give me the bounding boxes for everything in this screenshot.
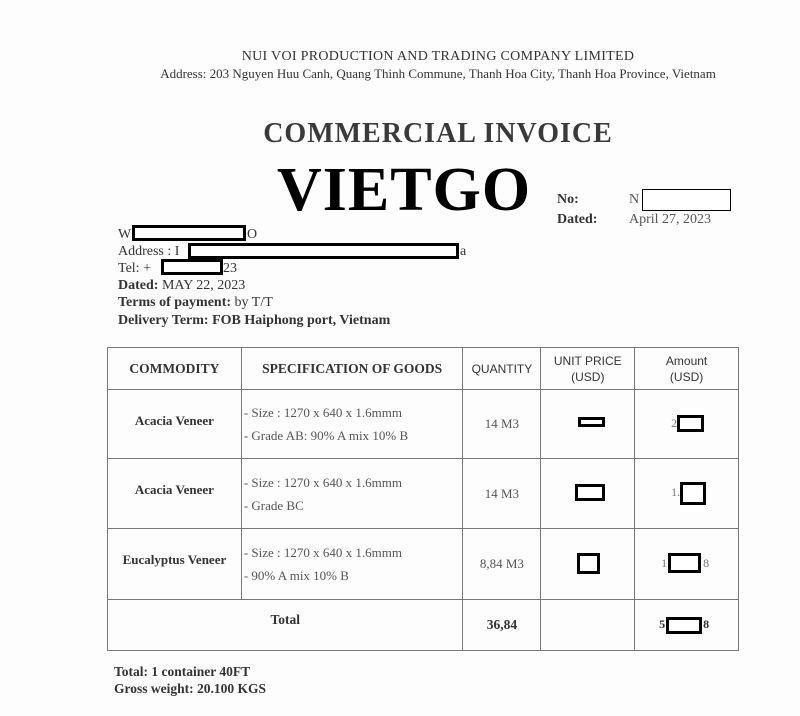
spec-line: - Grade AB: 90% A mix 10% B <box>243 428 409 443</box>
unit-price-cell <box>541 390 635 459</box>
unit-price-cell <box>541 529 635 600</box>
buyer-dated-value: MAY 22, 2023 <box>161 278 246 293</box>
invoice-dated-label: Dated: <box>557 212 598 227</box>
header-unit-price-line1: UNIT PRICE <box>553 353 622 368</box>
delivery-term-value: FOB Haiphong port, Vietnam <box>212 313 391 328</box>
spec-line: - Size : 1270 x 640 x 1.6mmm <box>243 545 403 560</box>
spec-line: - Size : 1270 x 640 x 1.6mmm <box>243 474 403 490</box>
table-row <box>108 529 739 600</box>
buyer-dated-label: Dated: <box>118 278 159 293</box>
spec-cell <box>241 390 463 459</box>
header-commodity: COMMODITY <box>108 348 242 390</box>
redaction-box <box>680 482 706 505</box>
header-amount-line1: Amount <box>665 353 708 368</box>
amount-partial: 5 <box>659 617 666 631</box>
amount-cell <box>635 459 739 529</box>
header-amount <box>635 348 739 390</box>
redaction-box <box>642 189 731 211</box>
amount-cell <box>635 529 739 600</box>
redaction-box <box>161 259 223 275</box>
buyer-name-end: O <box>247 227 258 242</box>
total-quantity: 36,84 <box>463 600 541 651</box>
total-row <box>108 600 739 651</box>
redaction-box <box>575 484 605 501</box>
buyer-address-end: a <box>460 244 467 259</box>
spec-line: - Grade BC <box>243 497 304 513</box>
company-address: Address: 203 Nguyen Huu Canh, Quang Thinh Commune, Thanh Hoa City, Thanh Hoa Province, Vietnam <box>160 66 716 81</box>
amount-partial: 1. <box>671 485 681 499</box>
buyer-tel-start: Tel: + <box>118 261 151 276</box>
payment-terms-label: Terms of payment: <box>118 295 232 310</box>
quantity-cell: 8,84 M3 <box>463 529 541 600</box>
unit-price-cell <box>541 459 635 529</box>
amount-partial: 2 <box>671 416 678 430</box>
document-title: COMMERCIAL INVOICE <box>263 118 613 149</box>
commodity-cell: Acacia Veneer <box>108 459 242 529</box>
footer-gross-weight: Gross weight: 20.100 KGS <box>114 681 267 696</box>
quantity-cell: 14 M3 <box>463 459 541 529</box>
amount-partial: 8 <box>703 556 710 570</box>
commodity-cell: Acacia Veneer <box>108 390 242 459</box>
redaction-box <box>578 417 605 427</box>
buyer-name-start: W <box>118 227 132 242</box>
redaction-box <box>666 617 702 634</box>
footer-total: Total: 1 container 40FT <box>114 664 251 679</box>
table-header-row <box>108 348 739 390</box>
watermark-logo: VIETGO <box>277 156 532 224</box>
redaction-box <box>188 243 459 259</box>
total-label: Total <box>108 600 463 651</box>
buyer-tel-end: 23 <box>223 261 237 276</box>
amount-cell <box>635 390 739 459</box>
invoice-no-label: No: <box>557 192 579 207</box>
buyer-address-start: Address : I <box>118 244 180 259</box>
table-row <box>108 390 739 459</box>
commodity-cell: Eucalyptus Veneer <box>108 529 242 600</box>
header-unit-price <box>541 348 635 390</box>
invoice-dated-value: April 27, 2023 <box>629 212 712 227</box>
header-specification: SPECIFICATION OF GOODS <box>241 348 463 390</box>
header-unit-price-line2: (USD) <box>571 369 605 384</box>
spec-line: - 90% A mix 10% B <box>243 568 349 583</box>
invoice-table <box>107 347 739 651</box>
redaction-box <box>577 553 600 574</box>
amount-partial: 1 <box>661 556 668 570</box>
total-amount-cell <box>635 600 739 651</box>
spec-cell <box>241 459 463 529</box>
delivery-term-label: Delivery Term: <box>118 313 209 328</box>
total-unit-price-cell <box>541 600 635 651</box>
invoice-no-prefix: N <box>629 192 640 207</box>
redaction-box <box>668 553 701 573</box>
spec-cell <box>241 529 463 600</box>
company-name: NUI VOI PRODUCTION AND TRADING COMPANY LIMITED <box>241 49 635 64</box>
redaction-box <box>677 415 704 432</box>
spec-line: - Size : 1270 x 640 x 1.6mmm <box>243 405 403 420</box>
header-quantity: QUANTITY <box>463 348 541 390</box>
quantity-cell: 14 M3 <box>463 390 541 459</box>
redaction-box <box>132 225 246 241</box>
table-row <box>108 459 739 529</box>
header-amount-line2: (USD) <box>669 369 704 384</box>
amount-partial: 8 <box>703 617 710 631</box>
payment-terms-value: by T/T <box>234 295 273 310</box>
